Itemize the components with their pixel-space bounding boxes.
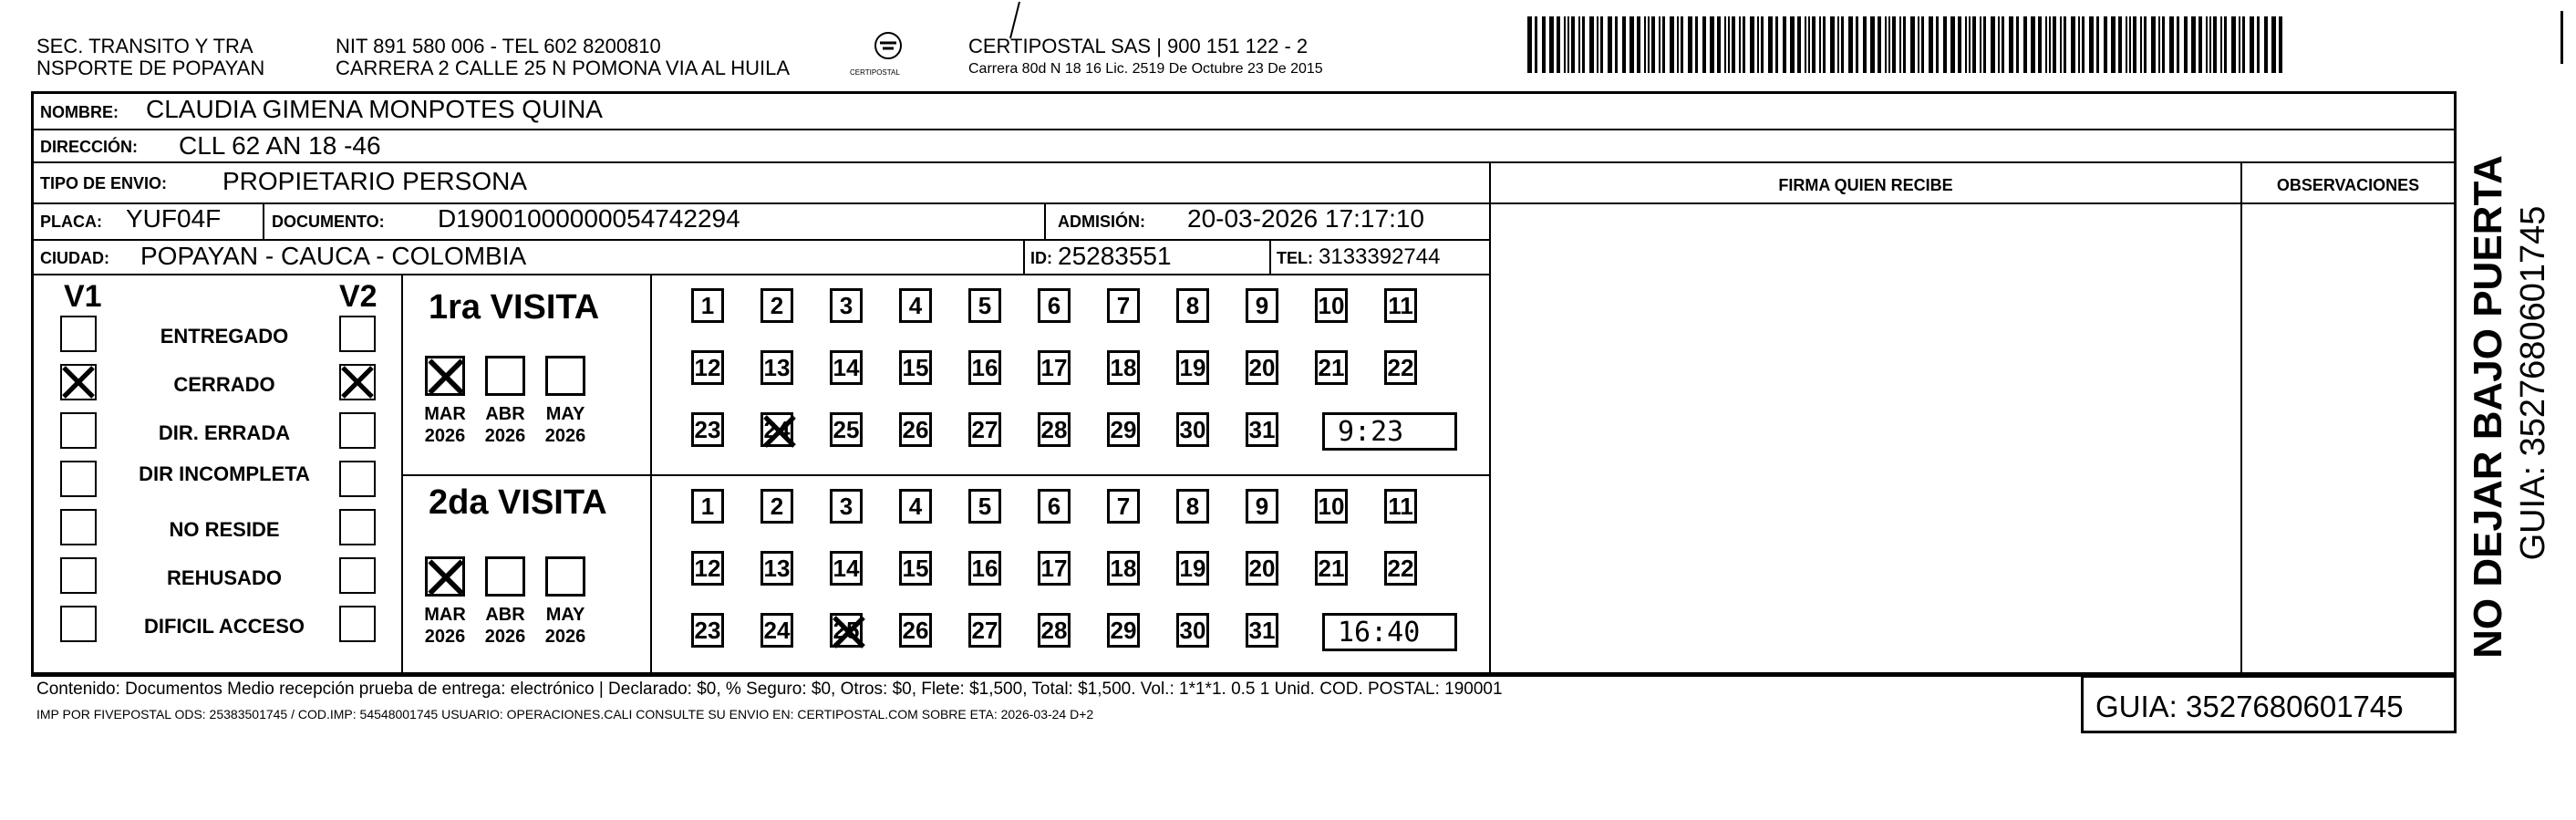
check-x-icon <box>426 557 466 597</box>
visit2-day-box[interactable]: 16 <box>968 551 1001 586</box>
visit1-day-box[interactable]: 14 <box>830 350 863 385</box>
barcode-bar <box>2184 16 2188 73</box>
barcode-bar <box>2213 16 2217 73</box>
visit1-day-box[interactable]: 8 <box>1176 288 1209 323</box>
barcode-bar <box>1739 16 1741 73</box>
visit1-day-box[interactable]: 17 <box>1038 350 1071 385</box>
barcode-bar <box>1717 16 1721 73</box>
barcode-bar <box>2133 16 2136 73</box>
check-x-icon <box>339 364 376 400</box>
barcode-bar <box>1929 16 1933 73</box>
visit2-day-box[interactable]: 4 <box>899 489 932 524</box>
barcode-bar <box>1878 16 1881 73</box>
barcode-bar <box>1608 16 1612 73</box>
courier-logo-icon <box>848 27 930 78</box>
v1-checkbox[interactable] <box>60 461 97 497</box>
barcode-bar <box>2158 16 2160 73</box>
visit1-month-label: MAY 2026 <box>544 404 586 446</box>
barcode-bar <box>2162 16 2165 73</box>
barcode-bar <box>2279 16 2282 73</box>
signature-mark <box>1003 0 1030 40</box>
visit1-day-box[interactable]: 25 <box>830 412 863 447</box>
barcode-bar <box>1775 16 1778 73</box>
placa-value: YUF04F <box>126 204 222 233</box>
direccion-label: DIRECCIÓN: <box>40 138 138 156</box>
ciudad-value: POPAYAN - CAUCA - COLOMBIA <box>140 242 527 270</box>
visit2-day-box[interactable]: 3 <box>830 489 863 524</box>
barcode-bar <box>2224 16 2227 73</box>
visit2-day-box[interactable]: 23 <box>691 613 724 648</box>
barcode-bar <box>1943 16 1947 73</box>
visit2-day-box[interactable]: 27 <box>968 613 1001 648</box>
visit1-day-box[interactable]: 28 <box>1038 412 1071 447</box>
col-divider-observaciones <box>2240 161 2242 675</box>
row-divider-1 <box>31 129 2457 130</box>
v2-checkbox[interactable] <box>339 364 376 400</box>
visit1-day-box[interactable]: 18 <box>1107 350 1140 385</box>
barcode-bar <box>2082 16 2085 73</box>
barcode-bar <box>1885 16 1887 73</box>
v2-checkbox[interactable] <box>339 461 376 497</box>
barcode-bar <box>2198 16 2202 73</box>
barcode-bar <box>1848 16 1853 73</box>
barcode-bar <box>1750 16 1754 73</box>
visit2-day-box[interactable]: 11 <box>1384 489 1417 524</box>
barcode-bar <box>1527 16 1532 73</box>
visit1-day-box[interactable]: 9 <box>1246 288 1278 323</box>
visit1-month-checkbox[interactable] <box>545 356 585 396</box>
col-divider-admision <box>1044 202 1046 239</box>
check-x-icon <box>831 614 867 650</box>
visit1-day-box[interactable]: 22 <box>1384 350 1417 385</box>
id-value: 25283551 <box>1058 242 1172 270</box>
barcode-bar <box>1991 16 1995 73</box>
id-label: ID: <box>1030 249 1052 267</box>
barcode-bar <box>1819 16 1821 73</box>
check-x-icon <box>761 413 798 450</box>
visit1-title: 1ra VISITA <box>429 288 600 327</box>
barcode-bar <box>1557 16 1560 73</box>
col-divider-id <box>1023 239 1025 274</box>
admision-value: 20-03-2026 17:17:10 <box>1187 204 1424 233</box>
v2-checkbox[interactable] <box>339 606 376 642</box>
barcode-bar <box>2111 16 2116 73</box>
visit2-day-box[interactable]: 1 <box>691 489 724 524</box>
visit2-day-box[interactable]: 22 <box>1384 551 1417 586</box>
admision-label: ADMISIÓN: <box>1058 213 1145 231</box>
barcode-bar <box>2206 16 2208 73</box>
visit1-day-box[interactable]: 4 <box>899 288 932 323</box>
barcode-bar <box>2177 16 2179 73</box>
barcode-bar <box>2242 16 2245 73</box>
barcode-bar <box>2104 16 2107 73</box>
barcode-bar <box>1805 16 1806 73</box>
visit1-day-box[interactable]: 7 <box>1107 288 1140 323</box>
v1-checkbox[interactable] <box>60 509 97 545</box>
v1-checkbox[interactable] <box>60 316 97 352</box>
barcode-bar <box>1670 16 1674 73</box>
barcode-bar <box>1567 16 1569 73</box>
barcode-bar <box>2016 16 2019 73</box>
barcode-bar <box>1783 16 1786 73</box>
barcode-bar <box>1549 16 1554 73</box>
barcode-bar <box>2239 16 2240 73</box>
barcode-bar <box>2191 16 2196 73</box>
visit2-title: 2da VISITA <box>429 483 607 522</box>
barcode-bar <box>1888 16 1890 73</box>
visit2-day-box[interactable]: 25 <box>830 613 863 648</box>
col-divider-placa <box>263 202 264 239</box>
v1-checkbox[interactable] <box>60 364 97 400</box>
status-reason-label: REHUSADO <box>167 566 282 589</box>
barcode-bar <box>2060 16 2062 73</box>
v2-checkbox[interactable] <box>339 316 376 352</box>
visit1-month-checkbox[interactable] <box>485 356 525 396</box>
barcode-bar <box>2271 16 2276 73</box>
visit1-month-checkbox[interactable] <box>425 356 465 396</box>
barcode-bar <box>1808 16 1810 73</box>
visit2-day-box[interactable]: 12 <box>691 551 724 586</box>
company-name-line1: SEC. TRANSITO Y TRA <box>36 35 253 57</box>
visit1-day-box[interactable]: 12 <box>691 350 724 385</box>
visit2-day-box[interactable]: 2 <box>760 489 793 524</box>
barcode-bar <box>1542 16 1546 73</box>
barcode-bar <box>2250 16 2254 73</box>
barcode-bar <box>2140 16 2142 73</box>
visit1-day-box[interactable]: 10 <box>1315 288 1348 323</box>
visit2-day-box[interactable]: 15 <box>899 551 932 586</box>
ciudad-label: CIUDAD: <box>40 249 109 267</box>
barcode-bar <box>2045 16 2047 73</box>
side-guia: GUIA: 3527680601745 <box>2514 205 2552 561</box>
visit2-day-box[interactable]: 24 <box>760 613 793 648</box>
visit1-day-box[interactable]: 1 <box>691 288 724 323</box>
visit-divider <box>401 474 1491 476</box>
barcode-bar <box>2257 16 2260 73</box>
visit1-day-box[interactable]: 3 <box>830 288 863 323</box>
svg-text:CERTIPOSTAL: CERTIPOSTAL <box>850 68 900 77</box>
documento-label: DOCUMENTO: <box>272 213 385 231</box>
barcode-bar <box>2118 16 2122 73</box>
visit1-month-label: ABR 2026 <box>484 404 526 446</box>
visit1-time-value: 9:23 <box>1338 416 1404 448</box>
visit1-day-box[interactable]: 2 <box>760 288 793 323</box>
barcode-bar <box>1921 16 1924 73</box>
barcode-bar <box>1648 16 1650 73</box>
visit2-month-checkbox[interactable] <box>545 556 585 597</box>
direccion-value: CLL 62 AN 18 -46 <box>179 131 381 160</box>
visit2-month-checkbox[interactable] <box>485 556 525 597</box>
barcode-bar <box>1659 16 1660 73</box>
barcode-bar <box>1870 16 1875 73</box>
barcode-bar <box>1644 16 1646 73</box>
visit1-day-box[interactable]: 31 <box>1246 412 1278 447</box>
visit2-day-box[interactable]: 6 <box>1038 489 1071 524</box>
visit2-day-box[interactable]: 7 <box>1107 489 1140 524</box>
visit2-month-label: ABR 2026 <box>484 605 526 647</box>
barcode-bar <box>1950 16 1955 73</box>
barcode-bar <box>1702 16 1706 73</box>
v2-checkbox[interactable] <box>339 412 376 449</box>
check-x-icon <box>60 364 97 400</box>
barcode-bar <box>2078 16 2080 73</box>
barcode-bar <box>1582 16 1585 73</box>
visit2-day-box[interactable]: 26 <box>899 613 932 648</box>
barcode-bar <box>1651 16 1655 73</box>
barcode-bar <box>2151 16 2156 73</box>
barcode-bar <box>1841 16 1844 73</box>
check-x-icon <box>426 357 466 397</box>
company-name-line2: NSPORTE DE POPAYAN <box>36 57 265 79</box>
visit1-time-box[interactable] <box>1322 412 1457 451</box>
barcode-bar <box>2096 16 2099 73</box>
v2-checkbox[interactable] <box>339 509 376 545</box>
barcode-bar <box>2144 16 2147 73</box>
barcode-bar <box>1837 16 1839 73</box>
footer-line2: IMP POR FIVEPOSTAL ODS: 25383501745 / COD.IMP: 54548001745 USUARIO: OPERACIONES.CALI CONSULTE SU ENVIO EN: CERTIPOSTAL.COM SOBRE ETA: 2026-03-24 D+2 <box>36 707 1094 721</box>
visit1-day-box[interactable]: 15 <box>899 350 932 385</box>
visit2-day-box[interactable]: 30 <box>1176 613 1209 648</box>
visit1-day-box[interactable]: 6 <box>1038 288 1071 323</box>
barcode-bar <box>1761 16 1764 73</box>
barcode-bar <box>1899 16 1901 73</box>
address-line: CARRERA 2 CALLE 25 N POMONA VIA AL HUILA <box>336 57 791 79</box>
barcode-bar <box>1797 16 1801 73</box>
barcode-bar <box>2209 16 2211 73</box>
barcode <box>1527 16 2284 73</box>
footer-line1: Contenido: Documentos Medio recepción prueba de entrega: electrónico | Declarado: $0, % Seguro: $0, Otros: $0, Flete: $1,500, Total: $1,500. Vol.: 1*1*1. 0.5 1 Unid. COD. POSTAL: 190001 <box>36 680 1503 699</box>
visit2-day-box[interactable]: 13 <box>760 551 793 586</box>
visit2-month-label: MAR 2026 <box>424 605 466 647</box>
documento-value: D19001000000054742294 <box>438 204 740 233</box>
barcode-bar <box>1969 16 1971 73</box>
nit-line: NIT 891 580 006 - TEL 602 8200810 <box>336 35 661 57</box>
col-divider-tel <box>1269 239 1271 274</box>
barcode-bar <box>1724 16 1726 73</box>
v2-checkbox[interactable] <box>339 557 376 594</box>
footer-guia: GUIA: 3527680601745 <box>2095 690 2404 723</box>
barcode-bar <box>1918 16 1919 73</box>
barcode-bar <box>2220 16 2222 73</box>
barcode-bar <box>1863 16 1867 73</box>
status-reason-label: DIR INCOMPLETA <box>139 462 310 485</box>
barcode-bar <box>1571 16 1575 73</box>
v1-checkbox[interactable] <box>60 606 97 642</box>
barcode-bar <box>2049 16 2051 73</box>
v1-checkbox[interactable] <box>60 412 97 449</box>
barcode-bar <box>1936 16 1939 73</box>
visit1-day-box[interactable]: 29 <box>1107 412 1140 447</box>
barcode-bar <box>1535 16 1537 73</box>
barcode-bar <box>2129 16 2131 73</box>
barcode-bar <box>1965 16 1967 73</box>
visit1-month-label: MAR 2026 <box>424 404 466 446</box>
visit2-day-box[interactable]: 9 <box>1246 489 1278 524</box>
visit1-day-box[interactable]: 20 <box>1246 350 1278 385</box>
courier-line1: CERTIPOSTAL SAS | 900 151 122 - 2 <box>968 35 1309 57</box>
visit1-day-box[interactable]: 27 <box>968 412 1001 447</box>
visit1-day-box[interactable]: 11 <box>1384 288 1417 323</box>
barcode-bar <box>2071 16 2075 73</box>
barcode-bar <box>1757 16 1759 73</box>
row-divider-2 <box>31 161 2457 163</box>
barcode-bar <box>1728 16 1730 73</box>
barcode-bar <box>1710 16 1714 73</box>
visit1-day-box[interactable]: 21 <box>1315 350 1348 385</box>
barcode-bar <box>1597 16 1598 73</box>
visit2-time-box[interactable] <box>1322 613 1457 651</box>
barcode-bar <box>1892 16 1896 73</box>
observaciones-header: OBSERVACIONES <box>2276 176 2420 194</box>
barcode-bar <box>1910 16 1915 73</box>
tel-value: 3133392744 <box>1319 244 1441 269</box>
barcode-bar <box>2089 16 2094 73</box>
courier-line2: Carrera 80d N 18 16 Lic. 2519 De Octubre 23 De 2015 <box>968 61 1323 77</box>
barcode-bar <box>1830 16 1835 73</box>
visit1-day-box[interactable]: 13 <box>760 350 793 385</box>
nombre-value: CLAUDIA GIMENA MONPOTES QUINA <box>146 95 603 123</box>
placa-label: PLACA: <box>40 213 102 231</box>
barcode-bar <box>1732 16 1735 73</box>
tipo-label: TIPO DE ENVIO: <box>40 174 168 192</box>
barcode-bar <box>2023 16 2027 73</box>
status-reason-label: CERRADO <box>173 373 275 396</box>
barcode-bar <box>1662 16 1665 73</box>
visit1-day-box[interactable]: 26 <box>899 412 932 447</box>
barcode-bar <box>2126 16 2127 73</box>
firma-header: FIRMA QUIEN RECIBE <box>1778 176 1953 194</box>
visit1-day-box[interactable]: 23 <box>691 412 724 447</box>
visit1-day-box[interactable]: 5 <box>968 288 1001 323</box>
barcode-bar <box>1812 16 1816 73</box>
barcode-bar <box>2031 16 2035 73</box>
barcode-bar <box>1856 16 1858 73</box>
barcode-bar <box>1695 16 1698 73</box>
visit1-day-box[interactable]: 24 <box>760 412 793 447</box>
v2-header: V2 <box>339 279 378 314</box>
visit2-time-value: 16:40 <box>1338 617 1421 649</box>
visit1-day-box[interactable]: 16 <box>968 350 1001 385</box>
visit2-day-box[interactable]: 14 <box>830 551 863 586</box>
visit2-day-box[interactable]: 5 <box>968 489 1001 524</box>
barcode-bar <box>2231 16 2236 73</box>
barcode-bar <box>1589 16 1594 73</box>
edge-mark <box>2560 11 2563 64</box>
barcode-bar <box>1823 16 1826 73</box>
barcode-bar <box>2038 16 2042 73</box>
barcode-bar <box>1564 16 1566 73</box>
visit2-day-box[interactable]: 8 <box>1176 489 1209 524</box>
barcode-bar <box>1688 16 1692 73</box>
row-divider-4 <box>31 239 1490 241</box>
status-reason-label: NO RESIDE <box>169 518 280 541</box>
barcode-bar <box>1768 16 1773 73</box>
visit2-day-box[interactable]: 28 <box>1038 613 1071 648</box>
barcode-bar <box>1980 16 1981 73</box>
barcode-bar <box>1615 16 1618 73</box>
barcode-bar <box>2053 16 2056 73</box>
v1-header: V1 <box>64 279 102 314</box>
visit2-day-box[interactable]: 10 <box>1315 489 1348 524</box>
barcode-bar <box>1790 16 1795 73</box>
v1-checkbox[interactable] <box>60 557 97 594</box>
barcode-bar <box>1983 16 1986 73</box>
col-divider-firma <box>1489 161 1491 675</box>
barcode-bar <box>1681 16 1683 73</box>
barcode-bar <box>2064 16 2066 73</box>
visit2-month-label: MAY 2026 <box>544 605 586 647</box>
visit2-day-box[interactable]: 29 <box>1107 613 1140 648</box>
barcode-bar <box>1622 16 1626 73</box>
visit1-day-box[interactable]: 30 <box>1176 412 1209 447</box>
visit2-day-box[interactable]: 21 <box>1315 551 1348 586</box>
nombre-label: NOMBRE: <box>40 103 119 121</box>
status-reason-label: ENTREGADO <box>160 325 289 348</box>
status-reason-label: DIFICIL ACCESO <box>143 615 305 638</box>
status-reason-label: DIR. ERRADA <box>158 421 291 444</box>
barcode-bar <box>1958 16 1961 73</box>
barcode-bar <box>1743 16 1745 73</box>
no-dejar-warning: NO DEJAR BAJO PUERTA <box>2466 155 2510 659</box>
barcode-bar <box>2002 16 2004 73</box>
barcode-bar <box>1972 16 1976 73</box>
row-divider-5 <box>31 274 1490 275</box>
barcode-bar <box>1637 16 1640 73</box>
barcode-bar <box>1629 16 1634 73</box>
visit2-day-box[interactable]: 19 <box>1176 551 1209 586</box>
tel-label: TEL: <box>1277 249 1313 267</box>
barcode-bar <box>1677 16 1679 73</box>
visit2-day-box[interactable]: 18 <box>1107 551 1140 586</box>
barcode-bar <box>2009 16 2013 73</box>
barcode-bar <box>1903 16 1906 73</box>
barcode-bar <box>1600 16 1603 73</box>
barcode-bar <box>1998 16 2000 73</box>
tipo-value: PROPIETARIO PERSONA <box>222 167 527 195</box>
visit2-month-checkbox[interactable] <box>425 556 465 597</box>
barcode-bar <box>2264 16 2268 73</box>
visit2-day-box[interactable]: 20 <box>1246 551 1278 586</box>
barcode-bar <box>2169 16 2174 73</box>
visit2-day-box[interactable]: 31 <box>1246 613 1278 648</box>
barcode-bar <box>1578 16 1580 73</box>
visit2-day-box[interactable]: 17 <box>1038 551 1071 586</box>
visit1-day-box[interactable]: 19 <box>1176 350 1209 385</box>
